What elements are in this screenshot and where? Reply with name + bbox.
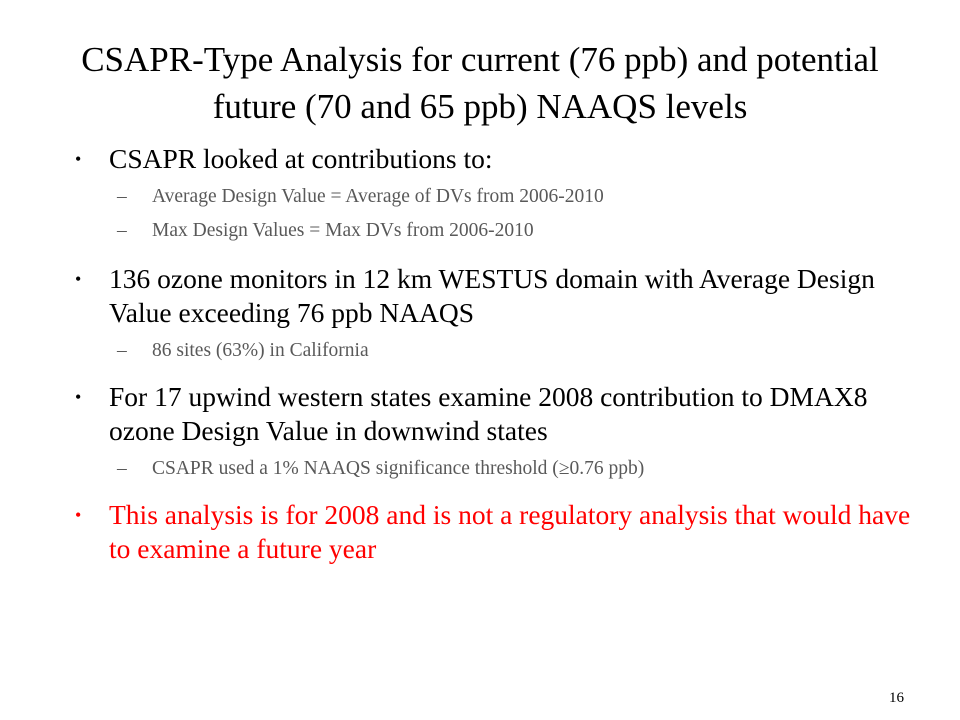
page-number: 16 [889, 690, 904, 706]
sub-text: CSAPR used a 1% NAAQS significance threshold (≥0.76 ppb) [152, 458, 645, 479]
bullet-text: This analysis is for 2008 and is not a regulatory analysis that would have to examine a future year [109, 499, 911, 564]
bullet-text: CSAPR looked at contributions to: [109, 143, 493, 174]
sub-text: 86 sites (63%) in California [152, 340, 369, 361]
bullet-dot: • [75, 149, 82, 169]
bullet-item-contributions [72, 142, 922, 176]
sub-text: Max Design Values = Max DVs from 2006-2010 [152, 220, 534, 241]
bullet-text: 136 ozone monitors in 12 km WESTUS domain with Average Design Value exceeding 76 ppb NAAQS [109, 263, 875, 328]
bullet-item-monitors [72, 262, 922, 330]
sub-item-california-sites [72, 338, 922, 364]
bullet-item-disclaimer [72, 498, 922, 566]
bullet-dot: • [75, 269, 82, 289]
bullet-dot: • [75, 387, 82, 407]
bullet-list [72, 142, 922, 566]
slide-title: CSAPR-Type Analysis for current (76 ppb) and potential future (70 and 65 ppb) NAAQS levels [81, 40, 879, 126]
sub-dash: – [117, 458, 127, 479]
sub-item-threshold [72, 456, 922, 482]
bullet-text: For 17 upwind western states examine 2008 contribution to DMAX8 ozone Design Value in downwind states [109, 381, 868, 446]
sub-item-average-dv [72, 184, 922, 210]
bullet-item-upwind-states [72, 380, 922, 448]
sub-item-max-dv [72, 218, 922, 244]
sub-dash: – [117, 340, 127, 361]
sub-text: Average Design Value = Average of DVs from 2006-2010 [152, 186, 604, 207]
sub-dash: – [117, 186, 127, 207]
sub-dash: – [117, 220, 127, 241]
bullet-dot: • [75, 505, 82, 525]
